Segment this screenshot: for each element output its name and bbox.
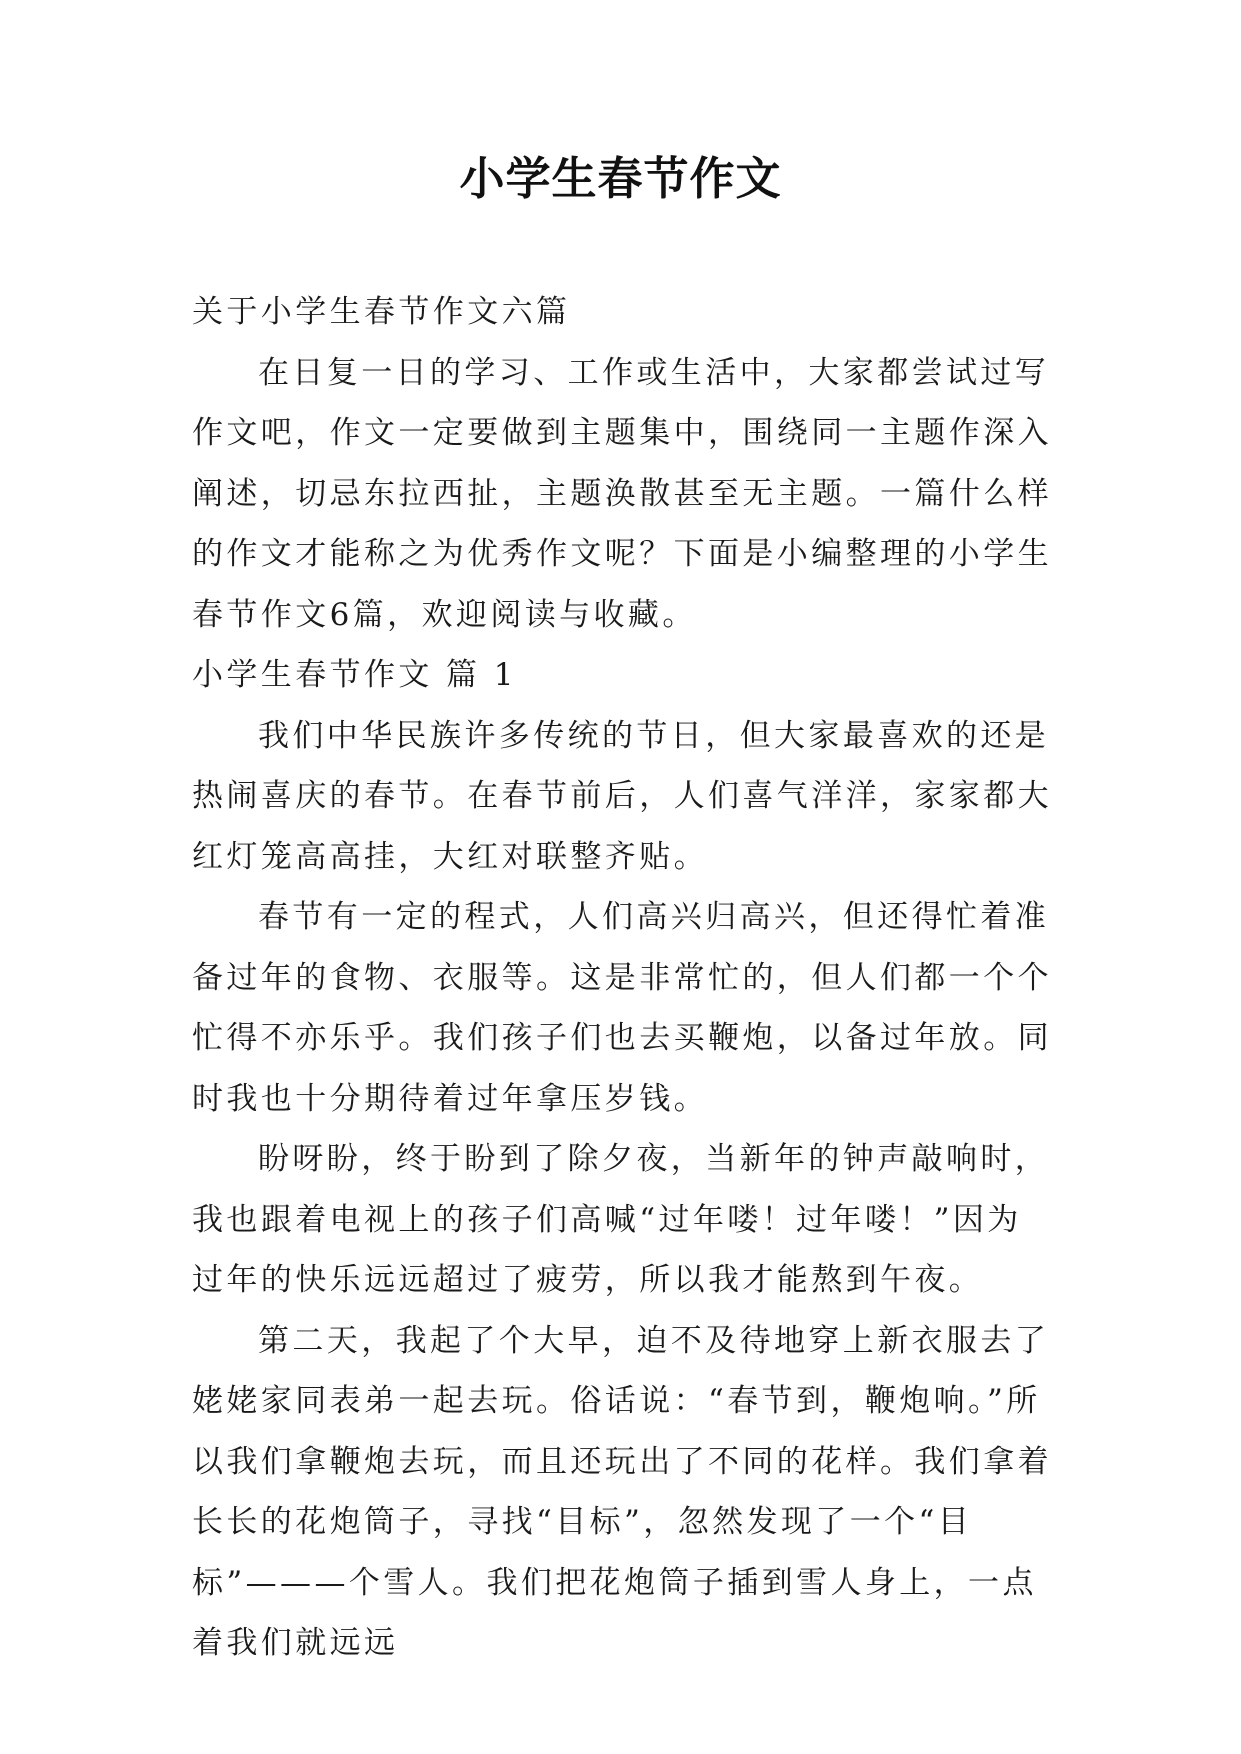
document-body: [192, 282, 1052, 1674]
document-subtitle: 关于小学生春节作文六篇: [192, 294, 571, 330]
body-paragraph: 第二天，我起了个大早，迫不及待地穿上新衣服去了姥姥家同表弟一起去玩。俗话说：“春节到，鞭炮响。”所以我们拿鞭炮去玩，而且还玩出了不同的花样。我们拿着长长的花炮筒子，寻找“目标”，忽然发现了一个“目标”———个雪人。我们把花炮筒子插到雪人身上，一点着我们就远远: [192, 1322, 1052, 1661]
section-heading: 小学生春节作文 篇 1: [192, 657, 517, 693]
body-paragraph: 春节有一定的程式，人们高兴归高兴，但还得忙着准备过年的食物、衣服等。这是非常忙的，但人们都一个个忙得不亦乐乎。我们孩子们也去买鞭炮，以备过年放。同时我也十分期待着过年拿压岁钱。: [192, 899, 1052, 1117]
body-paragraph: 盼呀盼，终于盼到了除夕夜，当新年的钟声敲响时，我也跟着电视上的孩子们高喊“过年喽！过年喽！”因为过年的快乐远远超过了疲劳，所以我才能熬到午夜。: [192, 1141, 1050, 1298]
intro-paragraph: 在日复一日的学习、工作或生活中，大家都尝试过写作文吧，作文一定要做到主题集中，围绕同一主题作深入阐述，切忌东拉西扯，主题涣散甚至无主题。一篇什么样的作文才能称之为优秀作文呢？下面是小编整理的小学生春节作文6篇，欢迎阅读与收藏。: [192, 354, 1052, 633]
body-paragraph: 我们中华民族许多传统的节日，但大家最喜欢的还是热闹喜庆的春节。在春节前后，人们喜气洋洋，家家都大红灯笼高高挂，大红对联整齐贴。: [192, 717, 1052, 875]
document-title: 小学生春节作文: [459, 152, 782, 205]
